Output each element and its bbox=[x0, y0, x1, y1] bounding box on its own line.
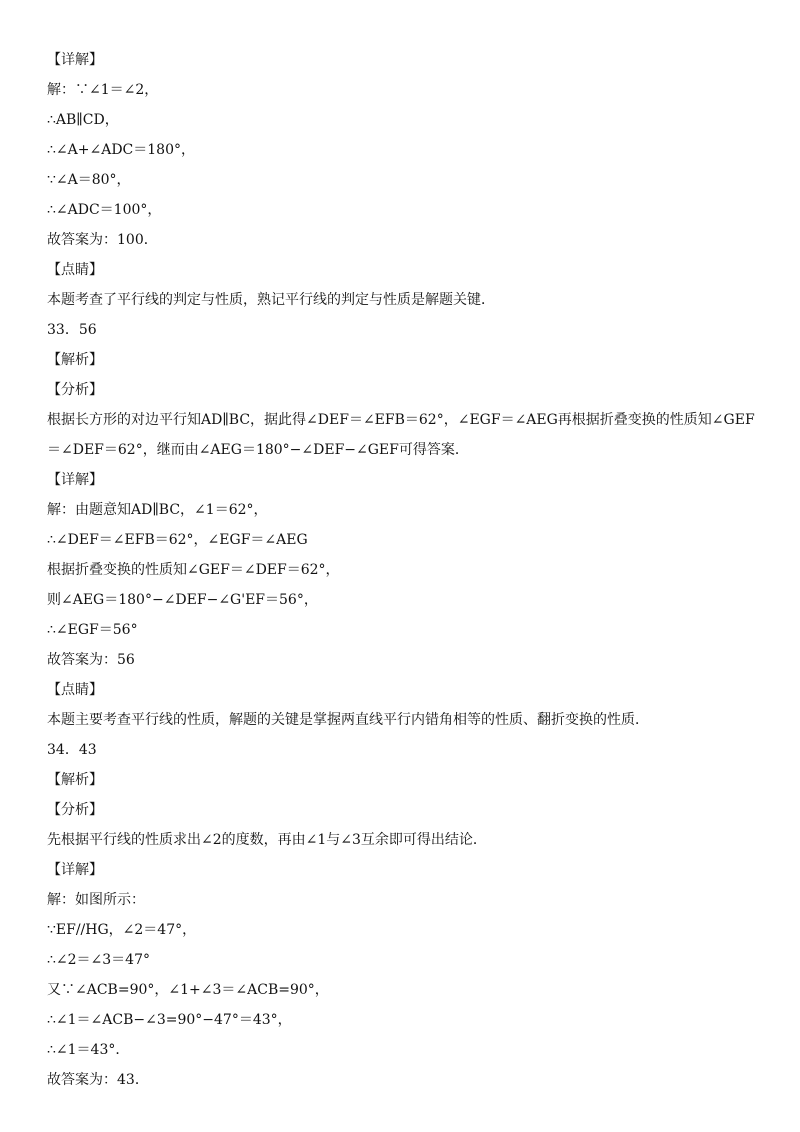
solution-line: 则∠AEG＝180°−∠DEF−∠G'EF＝56°， bbox=[47, 592, 318, 608]
section-heading-analyze: 【分析】 bbox=[47, 382, 103, 398]
comment-text: 本题主要考查平行线的性质，解题的关键是掌握两直线平行内错角相等的性质、翻折变换的性质． bbox=[47, 712, 649, 728]
answer-line: 故答案为：56 bbox=[47, 652, 135, 668]
solution-line: ∴∠2＝∠3＝47° bbox=[47, 952, 150, 968]
section-heading-comment: 【点睛】 bbox=[47, 262, 103, 278]
section-heading-analyze: 【分析】 bbox=[47, 802, 103, 818]
solution-line: 解：如图所示： bbox=[47, 892, 145, 908]
solution-line: 解：∵∠1＝∠2， bbox=[47, 82, 159, 98]
section-heading-detail: 【详解】 bbox=[47, 52, 103, 68]
solution-line: 解：由题意知AD∥BC，∠1＝62°， bbox=[47, 502, 268, 518]
comment-text: 本题考查了平行线的判定与性质，熟记平行线的判定与性质是解题关键． bbox=[47, 292, 495, 308]
solution-line: ∴∠1＝∠ACB−∠3=90°−47°＝43°， bbox=[47, 1012, 292, 1028]
solution-line: 又∵∠ACB=90°，∠1+∠3＝∠ACB=90°， bbox=[47, 982, 329, 998]
solution-line: ∴AB∥CD， bbox=[47, 112, 119, 128]
analysis-text: 先根据平行线的性质求出∠2的度数，再由∠1与∠3互余即可得出结论． bbox=[47, 832, 487, 848]
answer-line: 故答案为：100． bbox=[47, 232, 158, 248]
question-number: 34．43 bbox=[47, 742, 97, 758]
section-heading-analysis: 【解析】 bbox=[47, 772, 103, 788]
section-heading-comment: 【点睛】 bbox=[47, 682, 103, 698]
solution-line: ∴∠DEF＝∠EFB＝62°，∠EGF＝∠AEG bbox=[47, 532, 308, 548]
solution-line: ∵∠A＝80°， bbox=[47, 172, 131, 188]
solution-line: ∴∠ADC＝100°， bbox=[47, 202, 162, 218]
analysis-text: 根据长方形的对边平行知AD∥BC，据此得∠DEF＝∠EFB＝62°，∠EGF＝∠AEG再根据折叠变换的性质知∠GEF bbox=[47, 412, 755, 428]
question-number: 33．56 bbox=[47, 322, 97, 338]
solution-line: ∴∠1＝43°． bbox=[47, 1042, 130, 1058]
solution-line: 根据折叠变换的性质知∠GEF＝∠DEF＝62°， bbox=[47, 562, 340, 578]
solution-line: ∴∠EGF＝56° bbox=[47, 622, 138, 638]
section-heading-analysis: 【解析】 bbox=[47, 352, 103, 368]
answer-line: 故答案为：43． bbox=[47, 1072, 149, 1088]
solution-line: ∴∠A+∠ADC＝180°， bbox=[47, 142, 195, 158]
analysis-text: ＝∠DEF＝62°，继而由∠AEG＝180°−∠DEF−∠GEF可得答案． bbox=[47, 442, 469, 458]
solution-line: ∵EF//HG，∠2＝47°， bbox=[47, 922, 197, 938]
section-heading-detail: 【详解】 bbox=[47, 472, 103, 488]
section-heading-detail: 【详解】 bbox=[47, 862, 103, 878]
